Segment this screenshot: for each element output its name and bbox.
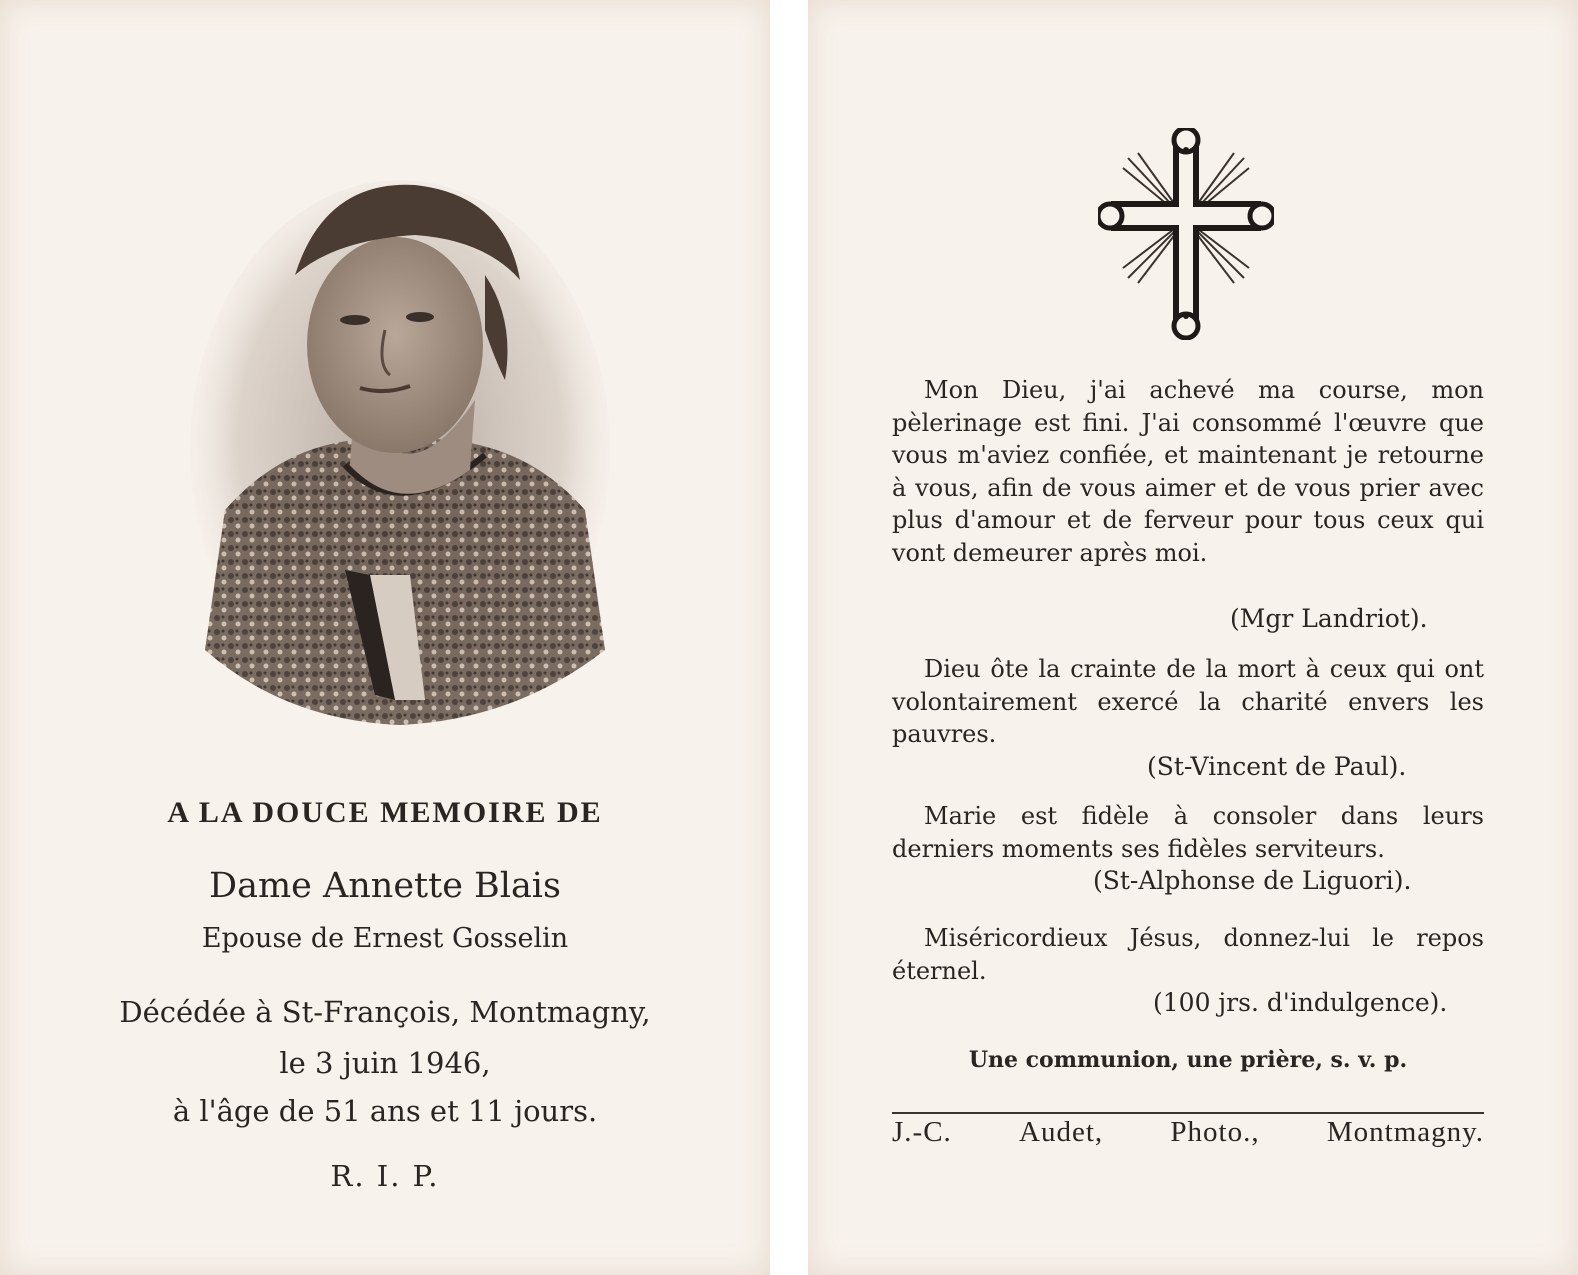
- quote-attribution: (100 jrs. d'indulgence).: [1153, 988, 1448, 1017]
- quote-text: Mon Dieu, j'ai achevé ma course, mon pèlerinage est fini. J'ai consommé l'œuvre que vous m'aviez confiée, et maintenant je retourne à vous, afin de vous aimer et de vous prier avec plus d'amour et de ferveur pour tous ceux qui vont demeurer après moi.: [892, 376, 1484, 567]
- quote-text: Miséricordieux Jésus, donnez-lui le repos éternel.: [892, 924, 1484, 985]
- closing-request: Une communion, une prière, s. v. p.: [968, 1047, 1408, 1073]
- quote-text: Dieu ôte la crainte de la mort à ceux qui ont volontairement exercé la charité envers les pauvres.: [892, 655, 1484, 748]
- portrait-photo: [185, 180, 615, 725]
- death-place: Décédée à St-François, Montmagny,: [119, 995, 651, 1029]
- death-date: le 3 juin 1946,: [279, 1046, 491, 1080]
- spouse-line: Epouse de Ernest Gosselin: [201, 923, 569, 954]
- quote-attribution: (Mgr Landriot).: [1230, 604, 1428, 633]
- divider: [892, 1112, 1484, 1114]
- memorial-card-front: [0, 0, 770, 1275]
- deceased-name: Dame Annette Blais: [209, 866, 561, 906]
- credit-part: Montmagny.: [1326, 1116, 1484, 1148]
- quote-2: [892, 653, 1484, 751]
- credit-part: Photo.,: [1170, 1116, 1260, 1148]
- credit-part: Audet,: [1019, 1116, 1104, 1148]
- quote-4: [892, 922, 1484, 987]
- quote-3: [892, 800, 1484, 865]
- quote-attribution: (St-Alphonse de Liguori).: [1093, 866, 1412, 895]
- rip-text: R. I. P.: [330, 1159, 440, 1193]
- cross-icon: [1098, 128, 1274, 340]
- age-at-death: à l'âge de 51 ans et 11 jours.: [172, 1094, 598, 1128]
- photographer-credit: [892, 1116, 1484, 1149]
- memorial-heading: A LA DOUCE MEMOIRE DE: [167, 796, 603, 829]
- quote-1: [892, 374, 1484, 569]
- credit-part: J.-C.: [892, 1116, 952, 1148]
- quote-attribution: (St-Vincent de Paul).: [1147, 752, 1407, 781]
- quote-text: Marie est fidèle à consoler dans leurs derniers moments ses fidèles serviteurs.: [892, 802, 1484, 863]
